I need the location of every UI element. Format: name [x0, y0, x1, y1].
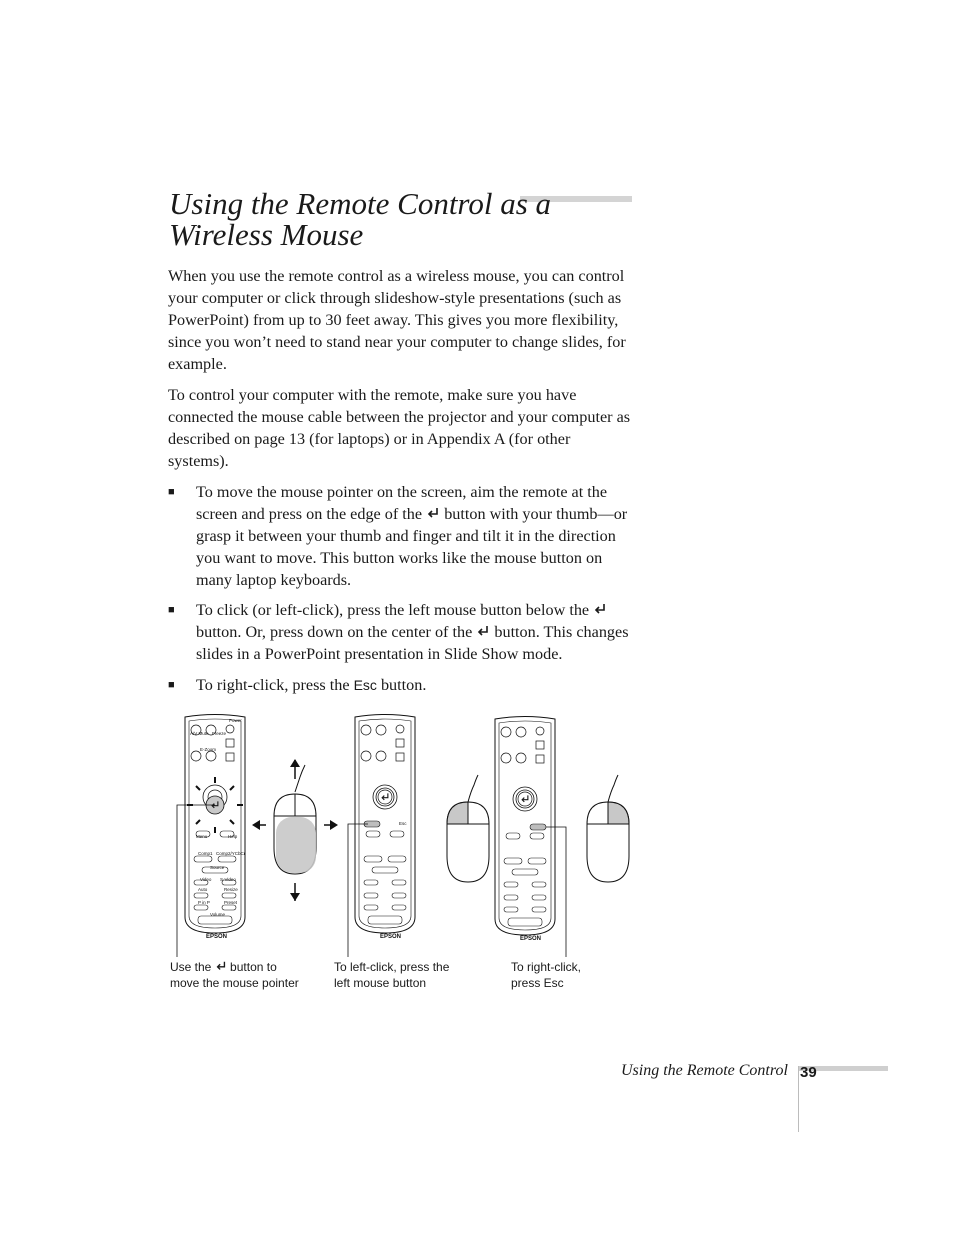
bullet-marker: ■: [168, 604, 175, 616]
remote-mouse-figure: [160, 705, 800, 995]
label-volume: Volume: [210, 912, 226, 917]
enter-icon: [476, 624, 490, 638]
remote-control-1: [185, 715, 246, 941]
label-help: Help: [228, 834, 238, 839]
esc-button: [530, 824, 546, 830]
label-esc: Esc: [399, 821, 407, 826]
label-pip: P in P: [198, 900, 210, 905]
label-av-mute: A/V Mute: [190, 731, 209, 736]
label-svideo: S-Video: [220, 877, 236, 882]
mouse-1: [252, 759, 338, 901]
page-title: Using the Remote Control as a Wireless Mouse: [169, 186, 552, 252]
mouse-3: [587, 775, 629, 882]
label-preset: Preset: [224, 900, 238, 905]
label-brand: EPSON: [380, 934, 402, 940]
label-comp2: Comp2/YCbCr: [216, 851, 246, 856]
enter-icon: [426, 506, 440, 520]
label-comp1: Comp1: [198, 851, 213, 856]
label-video: Video: [200, 877, 212, 882]
label-brand: EPSON: [520, 936, 542, 942]
intro-paragraph: When you use the remote control as a wireless mouse, you can control your computer or click through slideshow-style presentations (such as PowerPoint) from up to 30 feet away. This gives you more flexibility, since you won’t need to stand near your computer to change slides, for example.: [168, 267, 626, 373]
bullet-marker: ■: [168, 679, 175, 691]
remote-control-2: [355, 715, 415, 941]
page-number: 39: [800, 1064, 817, 1081]
label-resize: Resize: [224, 887, 238, 892]
label-menu: Menu: [196, 834, 208, 839]
label-freeze: Freeze: [212, 731, 227, 736]
label-brand: EPSON: [206, 934, 228, 940]
enter-icon: [593, 602, 607, 616]
remote-control-3: [495, 717, 555, 943]
setup-paragraph: To control your computer with the remote, make sure you have connected the mouse cable between the projector and your computer as described on page 13 (for laptops) or in Appendix A (for other systems).: [168, 386, 631, 470]
caption-right-click: To right-click, press Esc: [511, 960, 582, 990]
caption-move-pointer: Use the button to move the mouse pointer: [170, 960, 299, 990]
footer-section-title: Using the Remote Control: [621, 1062, 788, 1079]
footer-vertical-rule: [798, 1066, 799, 1132]
bullet-marker: ■: [168, 486, 175, 498]
esc-key-label: Esc: [353, 677, 377, 693]
label-power: Power: [229, 718, 242, 723]
caption-left-click: To left-click, press the left mouse button: [334, 960, 450, 990]
mouse-2: [447, 775, 489, 882]
label-ezoom: E-Zoom: [200, 747, 217, 752]
enter-icon: [215, 960, 227, 972]
label-auto: Auto: [198, 887, 208, 892]
label-source: Source: [210, 865, 225, 870]
